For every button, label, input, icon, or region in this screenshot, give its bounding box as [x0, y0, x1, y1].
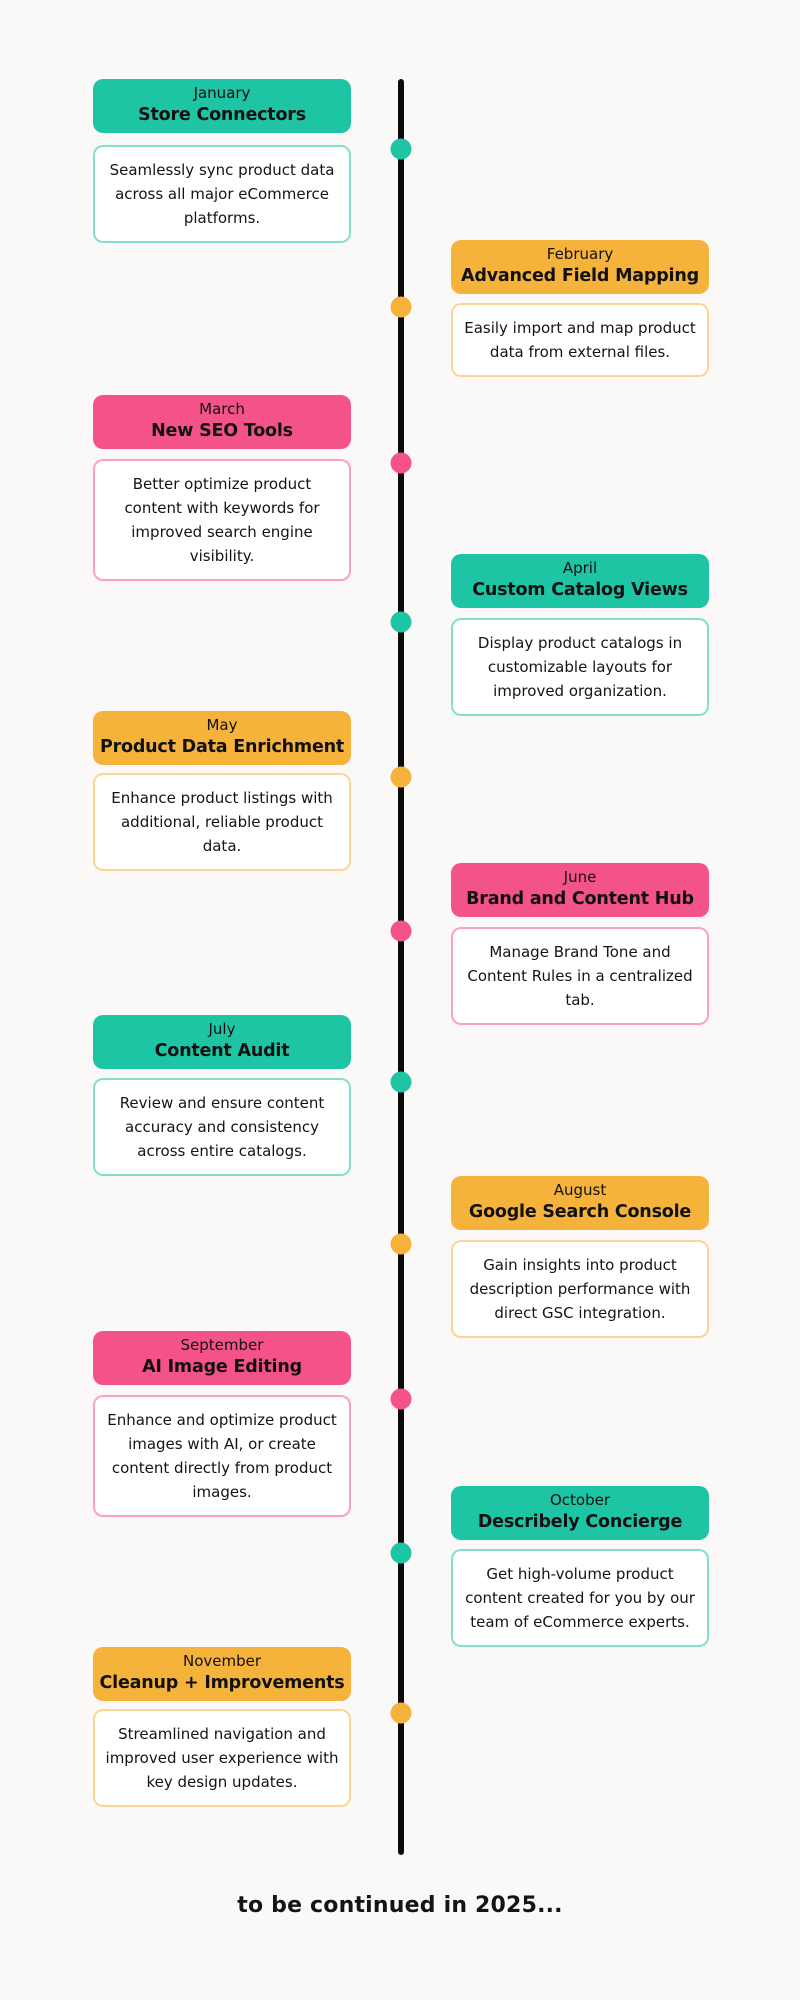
feature-title: Cleanup + Improvements [99, 1673, 345, 1693]
feature-title: Google Search Console [468, 1202, 692, 1222]
description-card-october: Get high-volume product content created for you by our team of eCommerce experts. [451, 1549, 709, 1647]
feature-title: Store Connectors [138, 105, 306, 125]
month-label: February [546, 245, 614, 263]
timeline-line [398, 79, 404, 1855]
month-label: March [199, 400, 245, 418]
month-label: November [182, 1652, 262, 1670]
footer-note: to be continued in 2025... [237, 1893, 563, 1918]
feature-title: Custom Catalog Views [472, 580, 688, 600]
month-header-june [451, 863, 709, 917]
month-header-april [451, 554, 709, 608]
timeline-dot-november [391, 1703, 412, 1724]
feature-title: New SEO Tools [151, 421, 293, 441]
timeline-dot-september [391, 1389, 412, 1410]
description-card-february: Easily import and map product data from external files. [451, 303, 709, 377]
feature-title: Describely Concierge [477, 1512, 683, 1532]
description-card-may: Enhance product listings with additional, reliable product data. [93, 773, 351, 871]
description-card-march: Better optimize product content with keywords for improved search engine visibility. [93, 459, 351, 581]
feature-title: Content Audit [154, 1041, 290, 1061]
month-label: September [180, 1336, 264, 1354]
month-header-october [451, 1486, 709, 1540]
month-label: May [206, 716, 238, 734]
timeline-dot-february [391, 297, 412, 318]
month-header-march [93, 395, 351, 449]
month-header-may [93, 711, 351, 765]
feature-title: AI Image Editing [142, 1357, 302, 1377]
month-label: January [193, 84, 251, 102]
feature-title: Brand and Content Hub [466, 889, 694, 909]
month-header-november [93, 1647, 351, 1701]
timeline-dot-may [391, 767, 412, 788]
month-label: June [563, 868, 597, 886]
timeline-dot-april [391, 612, 412, 633]
description-card-july: Review and ensure content accuracy and consistency across entire catalogs. [93, 1078, 351, 1176]
feature-title: Advanced Field Mapping [461, 266, 699, 286]
timeline-dot-july [391, 1072, 412, 1093]
description-card-november: Streamlined navigation and improved user experience with key design updates. [93, 1709, 351, 1807]
description-card-september: Enhance and optimize product images with AI, or create content directly from product images. [93, 1395, 351, 1517]
timeline-dot-october [391, 1543, 412, 1564]
feature-title: Product Data Enrichment [99, 737, 345, 757]
description-card-april: Display product catalogs in customizable layouts for improved organization. [451, 618, 709, 716]
month-label: July [208, 1020, 236, 1038]
description-card-june: Manage Brand Tone and Content Rules in a centralized tab. [451, 927, 709, 1025]
timeline-dot-august [391, 1234, 412, 1255]
month-label: April [562, 559, 598, 577]
month-header-february [451, 240, 709, 294]
month-label: October [549, 1491, 611, 1509]
month-header-august [451, 1176, 709, 1230]
description-card-january: Seamlessly sync product data across all major eCommerce platforms. [93, 145, 351, 243]
description-card-august: Gain insights into product description performance with direct GSC integration. [451, 1240, 709, 1338]
month-header-january [93, 79, 351, 133]
month-header-july [93, 1015, 351, 1069]
month-header-september [93, 1331, 351, 1385]
month-label: August [553, 1181, 607, 1199]
timeline-dot-january [391, 139, 412, 160]
timeline-dot-june [391, 921, 412, 942]
timeline-dot-march [391, 453, 412, 474]
